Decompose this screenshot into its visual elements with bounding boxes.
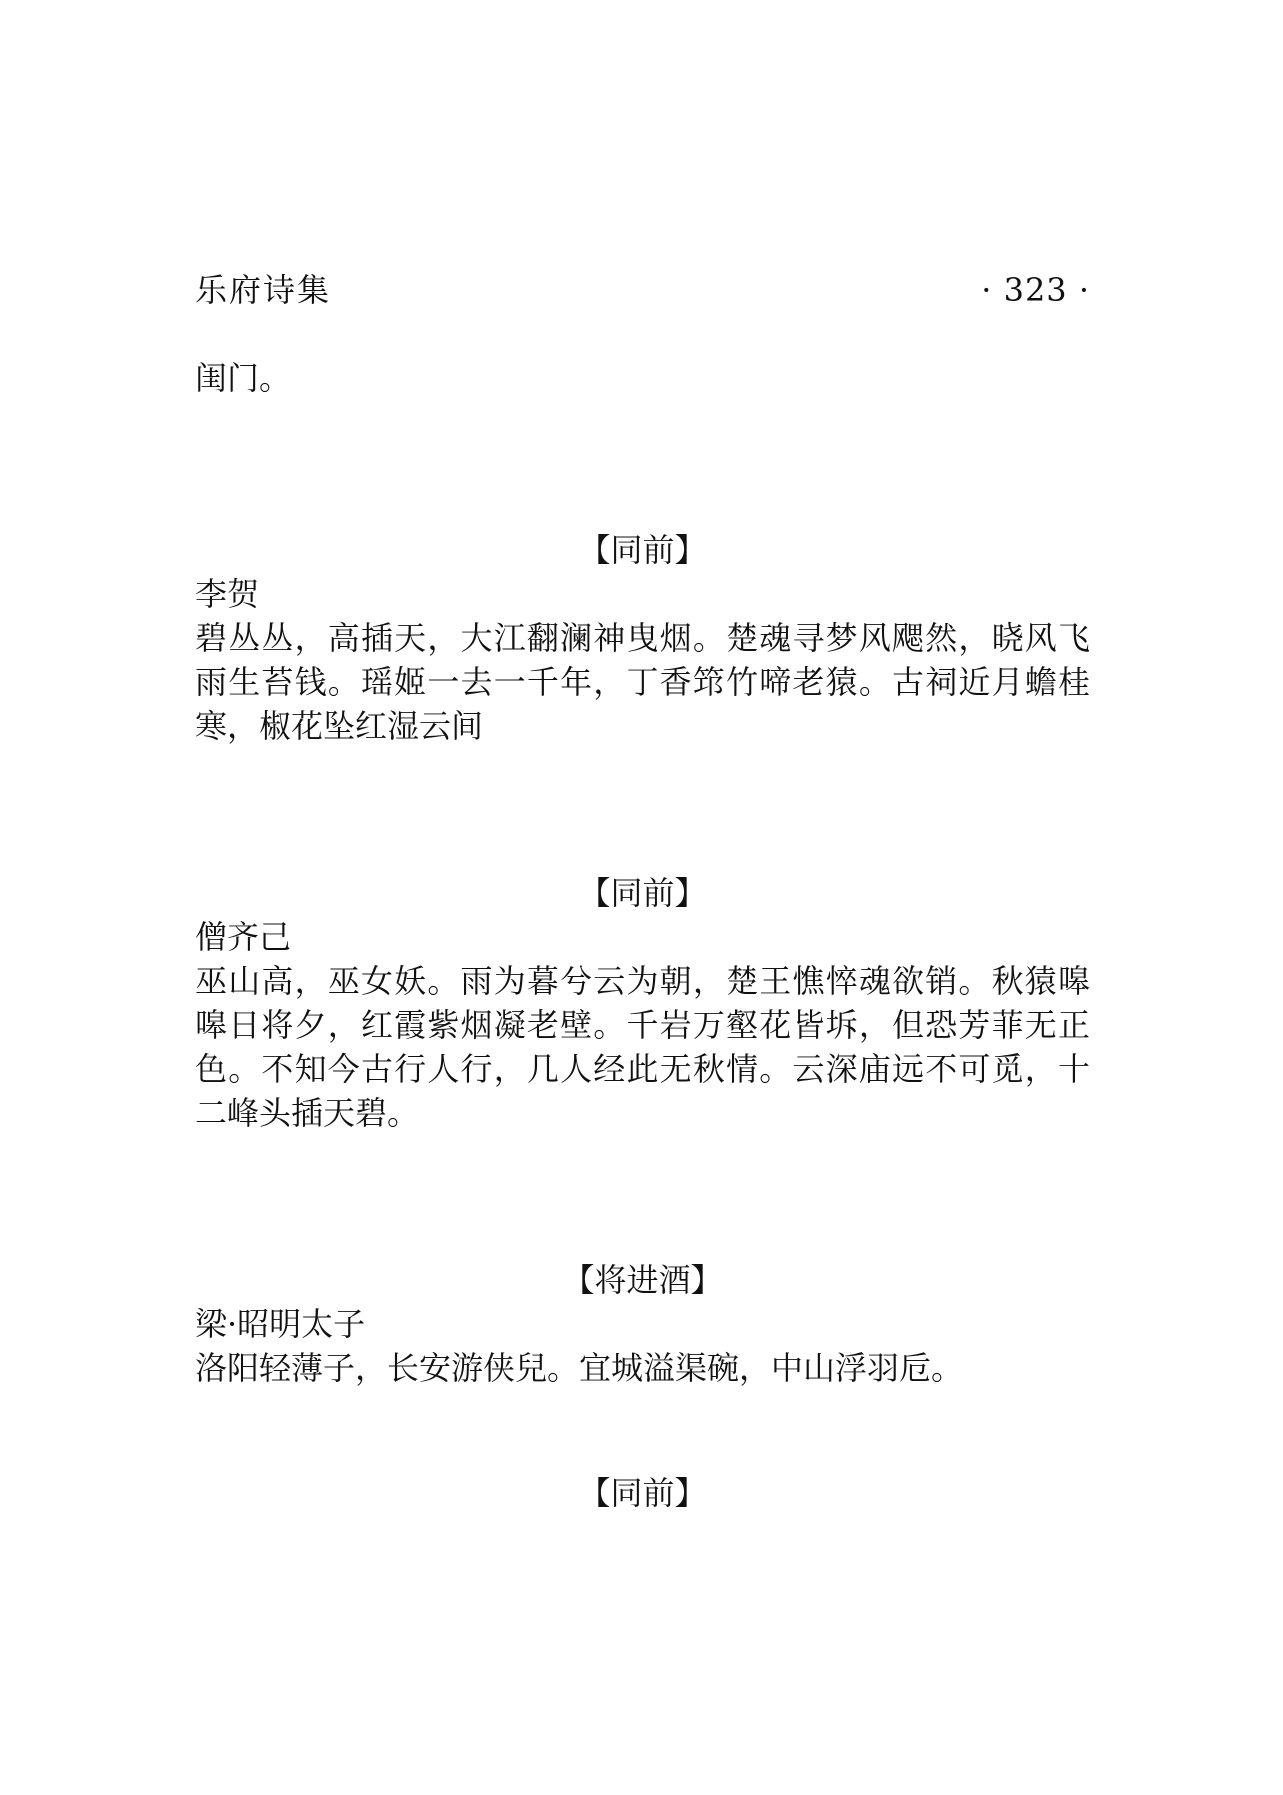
document-page bbox=[195, 0, 1090, 1795]
poem-title: 【同前】 bbox=[578, 874, 707, 912]
poem-text: 碧丛丛，高插天，大江翻澜神曳烟。楚魂寻梦风飔然，晓风飞雨生苔钱。瑶姬一去一千年，丁香筇竹啼老猿。古祠近月蟾桂寒，椒花坠红湿云间 bbox=[195, 619, 1090, 745]
poem-author: 梁·昭明太子 bbox=[195, 1305, 366, 1343]
poem-title: 【同前】 bbox=[578, 1474, 707, 1512]
running-header bbox=[195, 268, 1090, 312]
page-number: · 323 · bbox=[981, 271, 1090, 309]
poem-section bbox=[195, 1258, 1090, 1390]
continuation-text: 闺门。 bbox=[195, 359, 292, 397]
poem-title: 【同前】 bbox=[578, 531, 707, 569]
poem-author: 僧齐己 bbox=[195, 918, 292, 956]
poem-text: 巫山高，巫女妖。雨为暮兮云为朝，楚王憔悴魂欲销。秋猿嗥嗥日将夕，红霞紫烟凝老壁。千岩万壑花皆坼，但恐芳菲无正色。不知今古行人行，几人经此无秋情。云深庙远不可觅，十二峰头插天碧。 bbox=[195, 962, 1090, 1132]
poem-section bbox=[195, 871, 1090, 1135]
poem-section bbox=[195, 528, 1090, 748]
poem-text: 洛阳轻薄子，长安游侠兒。宜城溢渠碗，中山浮羽卮。 bbox=[195, 1349, 964, 1387]
poem-author: 李贺 bbox=[195, 575, 260, 613]
poem-section bbox=[195, 1471, 1090, 1515]
continuation-block bbox=[195, 356, 1090, 400]
book-title: 乐府诗集 bbox=[195, 271, 332, 309]
poem-title: 【将进酒】 bbox=[562, 1261, 723, 1299]
